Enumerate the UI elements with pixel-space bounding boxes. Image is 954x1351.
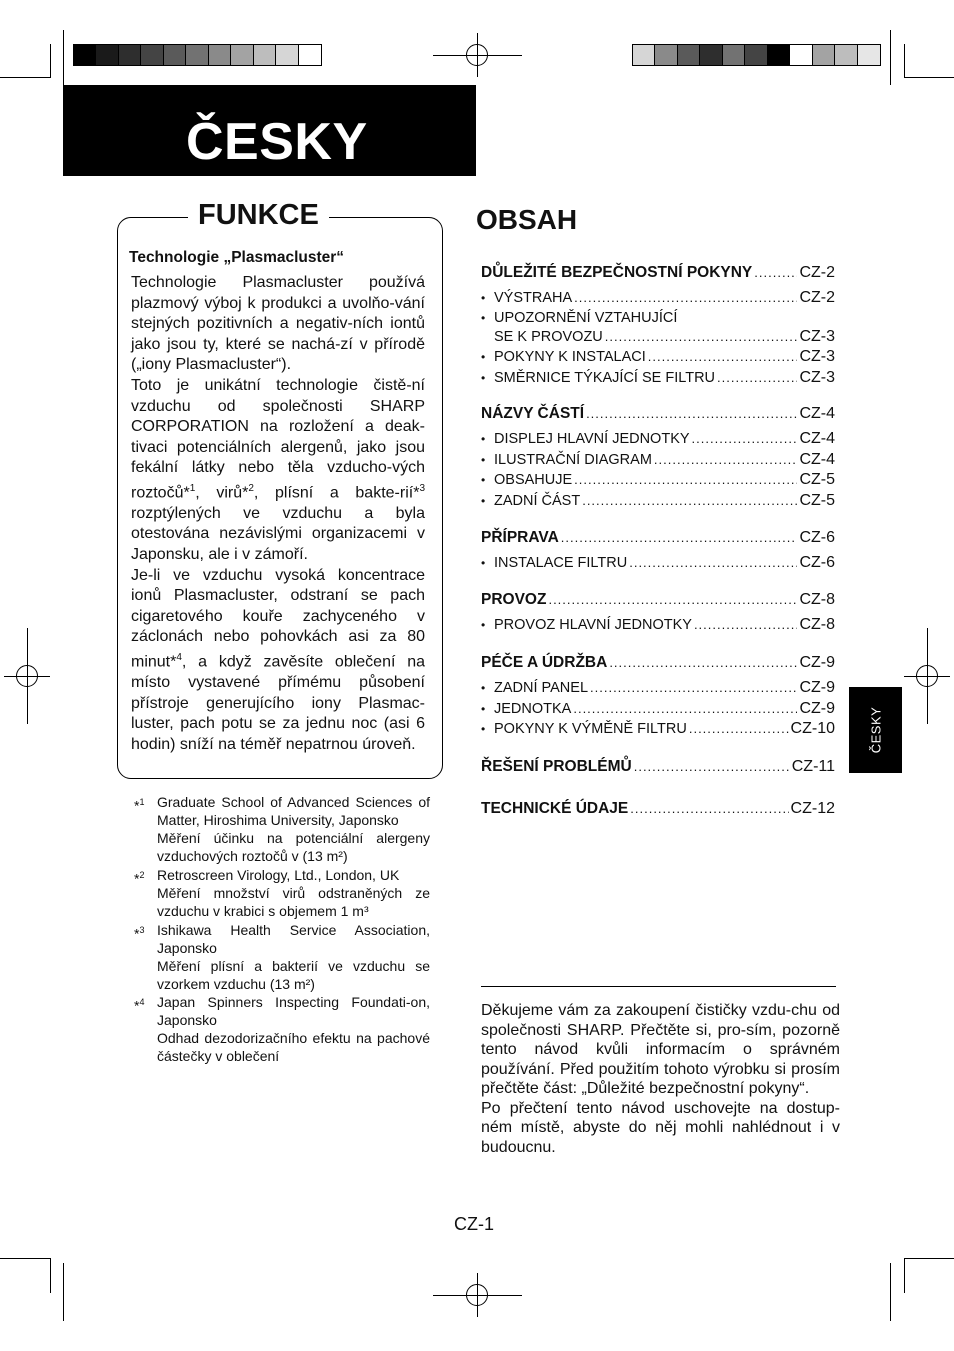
toc-leader-dots (582, 493, 797, 508)
bullet: • (481, 350, 486, 365)
funkce-paragraph: Technologie Plasmacluster používá plazmový výboj k produkci a uvolňo-vání stejných pozitivních a negativ-ních iontů jako jsou ty, které se nachá-zí v přírodě („iony Plasmacluster“). (131, 274, 425, 374)
thanks-paragraph: Po přečtení tento návod uschovejte na dostup-ném místě, abyste do něj mohli nahlédnout i v budoucnu. (481, 1099, 840, 1156)
toc-leader-dots (634, 759, 790, 774)
toc-leader-dots (590, 680, 797, 695)
toc-section-3[interactable] (481, 591, 835, 609)
toc-label: • SMĚRNICE TÝKAJÍCÍ SE FILTRU (481, 369, 716, 386)
toc-leader-dots (689, 721, 789, 736)
toc-label: TECHNICKÉ ÚDAJE (481, 800, 629, 817)
side-tab-label: ČESKY (868, 706, 883, 754)
toc-leader-dots (648, 349, 798, 364)
bullet: • (481, 432, 486, 446)
toc-label: • VÝSTRAHA (481, 290, 573, 306)
toc-item[interactable] (481, 554, 835, 572)
toc-page-number: CZ-9 (799, 654, 835, 671)
footnote-line: Odhad dezodorizačního efektu na pachové částečky v oblečení (157, 1030, 430, 1064)
funkce-paragraph: Je-li ve vzduchu vysoká koncentrace ionů Plasmacluster, odstraní se pach cigaretového kouře zachyceného v záclonách nebo pohovkách asi za 80 minut*$^4$, a když zavěsíte oblečení na místo vystavené přímému působení přístroje generujícího iony Plasmac-luster, pach potu se za jednu noc (asi 6 hodin) sníží na téměř nepatrnou úroveň. (131, 566, 425, 753)
footnote-3 (134, 921, 430, 993)
toc-leader-dots (654, 452, 798, 467)
toc-item[interactable] (481, 348, 835, 366)
funkce-paragraph: Toto je unikátní technologie čistě-ní vzduchu od společnosti SHARP CORPORATION na rozložení a deak-tivaci potenciálních alergenů, jako jsou fekální látky nebo těla vzducho-vých roztočů*$^1$, virů*$^2$, plísní a bakte-rií*$^3$ rozptýlených ve vzduchu a byla otestována nezávislými organizacemi v Japonsku, ale i v zámoří. (131, 376, 425, 564)
toc-page-number: CZ-12 (790, 800, 835, 817)
footnote-4 (134, 993, 430, 1065)
toc-label: • DISPLEJ HLAVNÍ JEDNOTKY (481, 431, 690, 447)
toc-leader-dots (692, 431, 798, 446)
toc-page-number: CZ-8 (799, 591, 835, 608)
toc-page-number: CZ-3 (799, 368, 835, 386)
funkce-title: FUNKCE (188, 199, 329, 232)
obsah-title: OBSAH (476, 204, 578, 235)
divider (481, 986, 836, 987)
toc-item[interactable] (481, 471, 835, 489)
toc-item-label-line: • UPOZORNĚNÍ VZTAHUJÍCÍ (481, 309, 678, 326)
toc-page-number: CZ-10 (790, 720, 835, 738)
bullet: • (481, 556, 486, 570)
toc-item[interactable] (481, 700, 835, 718)
toc-leader-dots (694, 617, 798, 632)
footnote-line: Měření plísní a bakterií ve vzduchu se vzorkem vzduchu (13 m²) (157, 958, 430, 992)
footnote-mark: *$^3$ (134, 925, 145, 942)
side-language-tab (849, 687, 902, 773)
toc-label: • ZADNÍ PANEL (481, 680, 589, 696)
toc-label: • POKYNY K VÝMĚNĚ FILTRU (481, 721, 687, 738)
footnote-mark: *$^2$ (134, 870, 145, 887)
bullet: • (481, 618, 486, 632)
toc-label: DŮLEŽITÉ BEZPEČNOSTNÍ POKYNY (481, 264, 753, 281)
thanks-paragraph: Děkujeme vám za zakoupení čističky vzdu-chu od společnosti SHARP. Přečtěte si, pro-sím, pozorně tento návod kvůli informacím o správném používání. Před použitím tohoto výrobku si prosím přečtěte část: „Důležité bezpečnostní pokyny“. (481, 1002, 840, 1097)
footnote-line: Graduate School of Advanced Sciences of Matter, Hiroshima University, Japonsko (157, 794, 430, 828)
toc-page-number: CZ-3 (799, 327, 835, 345)
bullet: • (481, 452, 486, 467)
toc-label: • OBSAHUJE (481, 472, 573, 489)
toc-leader-dots (717, 370, 797, 385)
toc-item[interactable] (481, 430, 835, 448)
toc-item[interactable] (481, 328, 835, 346)
toc-leader-dots (605, 329, 798, 344)
bullet: • (481, 493, 486, 508)
toc-section-1[interactable] (481, 405, 835, 423)
toc-label: PROVOZ (481, 591, 547, 608)
toc-page-number: CZ-2 (799, 289, 835, 306)
bullet: • (481, 291, 486, 305)
toc-page-number: CZ-5 (799, 491, 835, 509)
toc-leader-dots (630, 801, 788, 816)
toc-page-number: CZ-6 (799, 529, 835, 546)
toc-label: NÁZVY ČÁSTÍ (481, 405, 585, 422)
toc-label: • INSTALACE FILTRU (481, 555, 628, 571)
bullet: • (481, 681, 486, 695)
toc-section-2[interactable] (481, 529, 835, 547)
toc-leader-dots (574, 472, 797, 487)
toc-leader-dots (574, 290, 797, 305)
toc-item[interactable] (481, 492, 835, 510)
toc-label: • ZADNÍ ČÁST (481, 492, 581, 509)
toc-label: • JEDNOTKA (481, 700, 572, 717)
toc-label: • PROVOZ HLAVNÍ JEDNOTKY (481, 617, 692, 633)
bullet: • (481, 370, 486, 385)
toc-section-6[interactable] (481, 800, 835, 818)
bullet: • (481, 473, 486, 488)
toc-page-number: CZ-6 (799, 554, 835, 571)
toc-page-number: CZ-3 (799, 348, 835, 366)
footnote-2 (134, 866, 430, 920)
bullet: • (481, 701, 486, 716)
footnote-line: Ishikawa Health Service Association, Japonsko (157, 922, 430, 956)
toc-page-number: CZ-8 (799, 616, 835, 633)
toc-label: ŘEŠENÍ PROBLÉMŮ (481, 758, 632, 775)
footnote-line: Měření účinku na potenciální alergeny vzduchových roztočů v (13 m²) (157, 830, 430, 864)
toc-label: PŘÍPRAVA (481, 529, 559, 546)
toc-item[interactable] (481, 289, 835, 307)
toc-item[interactable] (481, 369, 835, 387)
toc-section-4[interactable] (481, 654, 835, 672)
toc-leader-dots (573, 701, 797, 716)
page-number: CZ-1 (454, 1214, 494, 1234)
funkce-subtitle: Technologie „Plasmacluster“ (129, 249, 345, 266)
page-title: ČESKY (186, 113, 368, 171)
toc-label: SE K PROVOZU (494, 328, 603, 345)
toc-item[interactable] (481, 679, 835, 697)
toc-page-number: CZ-11 (791, 758, 835, 775)
toc-section-5[interactable] (481, 758, 835, 776)
toc-page-number: CZ-4 (799, 430, 835, 447)
toc-section-0[interactable] (481, 264, 835, 282)
toc-page-number: CZ-9 (799, 679, 835, 696)
footnote-line: Retroscreen Virology, Ltd., London, UK (157, 867, 400, 883)
toc-page-number: CZ-2 (799, 264, 835, 281)
footnote-mark: *$^4$ (134, 997, 145, 1014)
toc-leader-dots (609, 655, 797, 670)
toc-page-number: CZ-4 (799, 450, 835, 468)
footnote-line: Měření množství virů odstraněných ze vzduchu v krabici s objemem 1 m³ (157, 885, 430, 919)
toc-leader-dots (586, 406, 797, 421)
footnote-mark: *$^1$ (134, 797, 145, 814)
bullet: • (481, 722, 486, 737)
toc-label: • ILUSTRAČNÍ DIAGRAM (481, 451, 652, 468)
toc-page-number: CZ-9 (799, 699, 835, 717)
footnote-1 (134, 793, 430, 865)
toc-label: PÉČE A ÚDRŽBA (481, 654, 608, 671)
toc-item[interactable] (481, 616, 835, 634)
bullet: • (481, 310, 486, 325)
thanks-text (481, 1001, 840, 1157)
color-calibration-bar-right (632, 44, 881, 66)
toc-item[interactable] (481, 720, 835, 738)
toc-leader-dots (754, 265, 797, 280)
toc-page-number: CZ-4 (799, 405, 835, 422)
toc-label: • POKYNY K INSTALACI (481, 349, 646, 366)
toc-leader-dots (548, 592, 797, 607)
color-calibration-bar-left (73, 44, 322, 66)
toc-leader-dots (561, 530, 798, 545)
footnote-line: Japan Spinners Inspecting Foundati-on, Japonsko (157, 994, 430, 1028)
funkce-body (131, 273, 425, 755)
toc-leader-dots (629, 555, 797, 570)
toc-page-number: CZ-5 (799, 471, 835, 489)
toc-item[interactable] (481, 451, 835, 469)
